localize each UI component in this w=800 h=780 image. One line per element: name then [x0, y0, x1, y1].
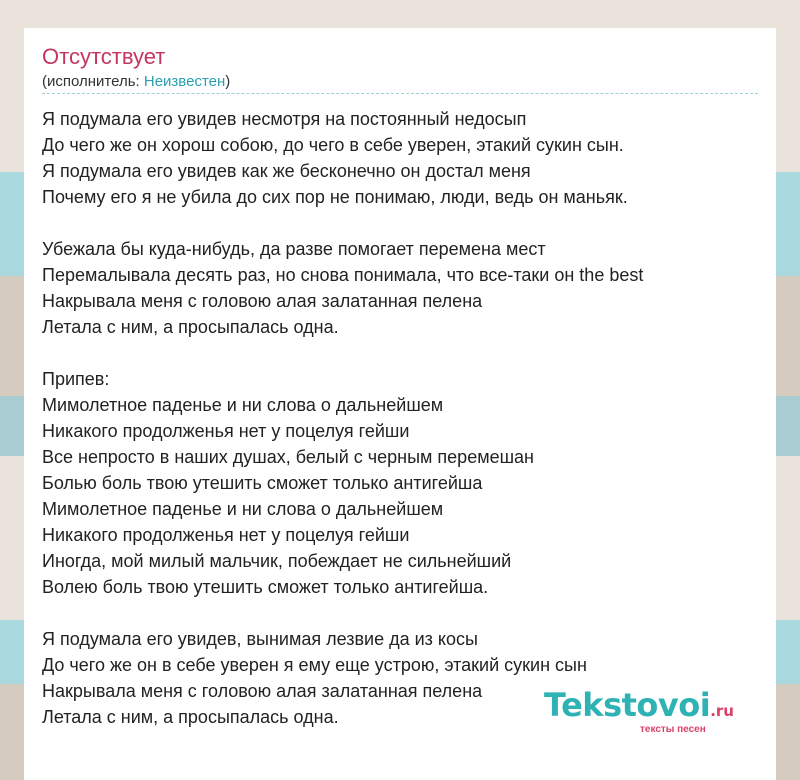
lyric-line: Летала с ним, а просыпалась одна.	[42, 317, 339, 337]
lyric-line: Перемалывала десять раз, но снова понимала, что все-таки он the best	[42, 265, 644, 285]
lyric-line: Почему его я не убила до сих пор не понимаю, люди, ведь он маньяк.	[42, 187, 628, 207]
lyric-line: Никакого продолженья нет у поцелуя гейши	[42, 421, 410, 441]
lyric-line: Все непросто в наших душах, белый с черным перемешан	[42, 447, 534, 467]
divider	[42, 93, 758, 94]
lyric-line: Никакого продолженья нет у поцелуя гейши	[42, 525, 410, 545]
lyric-line: Накрывала меня с головою алая залатанная пелена	[42, 681, 483, 701]
artist-suffix: )	[225, 73, 231, 90]
artist-line	[42, 73, 230, 90]
logo-tagline: тексты песен	[640, 724, 706, 735]
lyric-line: Припев:	[42, 369, 110, 389]
lyric-line: Накрывала меня с головою алая залатанная пелена	[42, 291, 483, 311]
site-logo[interactable]	[544, 686, 734, 735]
song-title: Отсутствует	[42, 44, 166, 69]
logo-tld: .ru	[710, 702, 734, 720]
lyric-line: Мимолетное паденье и ни слова о дальнейшем	[42, 395, 444, 415]
lyrics-body	[42, 106, 762, 730]
logo-name: Tekstovoi	[544, 686, 711, 724]
lyric-line: До чего же он хорош собою, до чего в себе уверен, этакий сукин сын.	[42, 135, 624, 155]
lyric-line: До чего же он в себе уверен я ему еще устрою, этакий сукин сын	[42, 655, 587, 675]
lyrics-card	[24, 28, 776, 780]
artist-link[interactable]: Неизвестен	[143, 73, 226, 90]
stanza-break	[42, 340, 762, 366]
lyric-line: Волею боль твою утешить сможет только антигейша.	[42, 577, 489, 597]
stanza-break	[42, 600, 762, 626]
lyric-line: Иногда, мой милый мальчик, побеждает не сильнейший	[42, 551, 512, 571]
lyric-line: Летала с ним, а просыпалась одна.	[42, 707, 339, 727]
stanza-break	[42, 210, 762, 236]
lyric-line: Болью боль твою утешить сможет только антигейша	[42, 473, 483, 493]
lyric-line: Я подумала его увидев как же бесконечно он достал меня	[42, 161, 531, 181]
lyric-line: Мимолетное паденье и ни слова о дальнейшем	[42, 499, 444, 519]
lyric-line: Я подумала его увидев несмотря на постоянный недосып	[42, 109, 527, 129]
lyric-line: Я подумала его увидев, вынимая лезвие да из косы	[42, 629, 478, 649]
lyric-line: Убежала бы куда-нибудь, да разве помогает перемена мест	[42, 239, 546, 259]
artist-prefix: (исполнитель:	[42, 73, 144, 90]
